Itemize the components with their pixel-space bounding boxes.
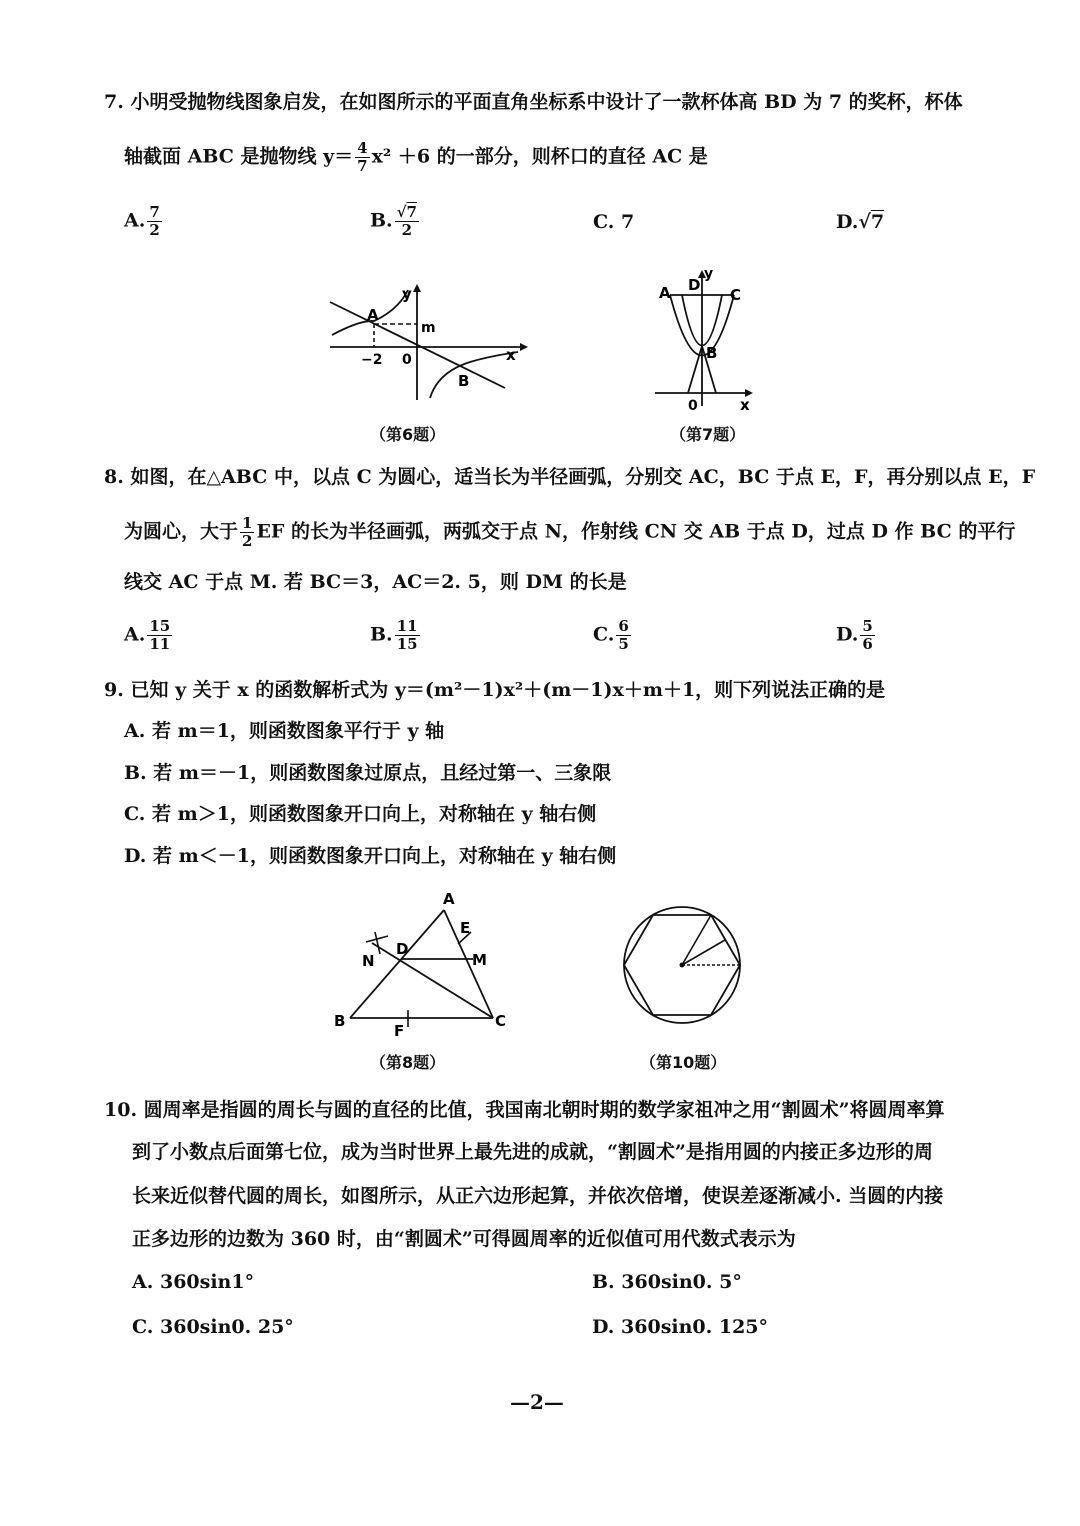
q8-option-a-label: A. [124,623,146,646]
q7-option-b-radicand: 7 [406,203,417,221]
q8-stem-line3: 线交 AC 于点 M. 若 BC＝3，AC＝2. 5，则 DM 的长是 [124,571,627,593]
q8-stem-line1: 8. 如图，在△ABC 中，以点 C 为圆心，适当长为半径画弧，分别交 AC，BC 于点 E，F，再分别以点 E，F [104,466,1036,488]
fig7-label-origin: 0 [688,398,698,414]
page-number: —2— [510,1390,564,1414]
q7-option-a-label: A. [124,209,146,232]
q8-stem-line2 [124,515,1015,550]
q7-option-b-frac [395,204,419,239]
q10-stem-line2: 到了小数点后面第七位，成为当时世界上最先进的成就，“割圆术”是指用圆的内接正多边形的周 [132,1141,933,1163]
fig7-label-c: C [730,286,742,304]
q7-option-d [836,208,884,236]
fig6-label-a: A [367,306,379,324]
fig6-label-b: B [458,372,470,390]
q8-option-b-label: B. [370,623,393,646]
q8-option-c-num: 6 [618,617,629,635]
q8-option-b-den: 15 [396,635,418,653]
q7-stem-line2-b: x² ＋6 的一部分，则杯口的直径 AC 是 [371,145,708,168]
q9-option-b: B. 若 m＝－1，则函数图象过原点，且经过第一、三象限 [124,762,612,784]
fig10-radius-3 [682,915,711,965]
q8-option-b-frac [395,618,420,653]
q7-fraction-num: 4 [357,139,368,157]
q10-stem-line1: 10. 圆周率是指圆的周长与圆的直径的比值，我国南北朝时期的数学家祖冲之用“割圆术”将圆周率算 [104,1099,945,1121]
q8-option-c-label: C. [593,623,615,646]
q10-option-d: D. 360sin0. 125° [592,1316,769,1338]
q7-stem-line2 [124,140,708,175]
figure-10 [615,898,750,1033]
q10-option-c: C. 360sin0. 25° [132,1316,294,1338]
q7-option-b-num [395,204,419,222]
q8-stem-line2-b: EF 的长为半径画弧，两弧交于点 N，作射线 CN 交 AB 于点 D，过点 D 作 BC 的平行 [256,520,1016,543]
fig7-label-x: x [740,396,750,414]
q7-fraction-den: 7 [357,157,368,175]
q7-stem-line1: 7. 小明受抛物线图象启发，在如图所示的平面直角坐标系中设计了一款杯体高 BD 为 7 的奖杯，杯体 [104,91,963,113]
q7-option-b-label: B. [370,209,393,232]
fig8-arc-mark-2 [375,932,380,954]
q8-option-c-frac [616,618,630,653]
q9-stem: 9. 已知 y 关于 x 的函数解析式为 y＝(m²－1)x²＋(m－1)x＋m＋1，则下列说法正确的是 [104,679,886,701]
q7-option-a-den: 2 [149,221,160,239]
q8-option-d [836,618,877,653]
q8-option-b [370,618,422,653]
fig6-y-arrow [413,284,421,292]
q8-fraction [240,515,254,550]
figure-8 [330,888,520,1038]
fig10-caption: （第10题） [640,1053,727,1072]
fig7-label-y: y [704,266,714,282]
fig6-label-neg2: −2 [361,352,383,368]
fig7-label-b: B [706,344,718,362]
q8-fraction-num: 1 [242,514,253,532]
fig8-label-m: M [472,951,487,969]
q7-option-a-frac [147,204,161,239]
fig8-label-a: A [443,890,455,908]
q8-option-a-num: 15 [149,617,171,635]
fig6-hyperbola-right [430,352,518,398]
q7-option-b-den: 2 [401,221,413,239]
q8-fraction-den: 2 [242,532,253,550]
fig6-x-arrow [520,343,528,351]
q7-option-d-label: D. [836,211,859,233]
fig8-caption: （第8题） [370,1053,446,1072]
q7-option-a-num: 7 [149,203,160,221]
q7-option-b [370,204,421,239]
sqrt-symbol: √ [858,211,871,233]
q10-option-a: A. 360sin1° [132,1271,255,1293]
sqrt-symbol: √ [396,203,407,221]
q7-stem-line2-a: 轴截面 ABC 是抛物线 y＝ [124,145,354,168]
q8-option-d-label: D. [836,623,859,646]
fig7-caption: （第7题） [670,425,746,444]
fig8-label-c: C [495,1012,507,1030]
fig6-label-origin: 0 [402,352,412,368]
q7-fraction [355,140,369,175]
q8-option-b-num: 11 [396,617,418,635]
fig7-label-d: D [688,276,701,294]
q10-option-b: B. 360sin0. 5° [592,1271,742,1293]
q8-option-a-frac [147,618,172,653]
q8-option-d-frac [860,618,874,653]
fig8-label-f: F [394,1022,405,1038]
q9-option-c: C. 若 m＞1，则函数图象开口向上，对称轴在 y 轴右侧 [124,803,597,825]
figure-6 [320,280,530,405]
q9-option-d: D. 若 m＜－1，则函数图象开口向上，对称轴在 y 轴右侧 [124,845,617,867]
q10-stem-line4: 正多边形的边数为 360 时，由“割圆术”可得圆周率的近似值可用代数式表示为 [132,1228,796,1250]
fig8-label-b: B [334,1012,346,1030]
q9-option-a: A. 若 m＝1，则函数图象平行于 y 轴 [124,720,445,742]
q8-option-d-num: 5 [862,617,873,635]
q8-option-d-den: 6 [862,635,873,653]
q10-stem-line3: 长来近似替代圆的周长，如图所示，从正六边形起算，并依次倍增，使误差逐渐减小. 当圆的内接 [132,1185,944,1207]
fig7-label-a: A [659,284,671,302]
fig6-label-m: m [421,320,436,336]
fig10-center [680,963,685,968]
fig8-label-n: N [362,952,375,970]
fig8-label-e: E [460,919,471,937]
figure-7 [650,266,760,416]
fig8-label-d: D [396,940,409,958]
fig6-label-y: y [402,285,412,303]
fig6-label-x: x [506,346,516,364]
q8-option-c-den: 5 [618,635,629,653]
q8-stem-line2-a: 为圆心，大于 [124,520,239,543]
q7-option-d-radicand: 7 [870,211,885,233]
q8-option-a [124,618,174,653]
q7-option-c: C. 7 [593,211,635,233]
q8-option-a-den: 11 [149,635,171,653]
q8-option-c [593,618,633,653]
fig6-caption: （第6题） [370,425,446,444]
q7-option-a [124,204,164,239]
